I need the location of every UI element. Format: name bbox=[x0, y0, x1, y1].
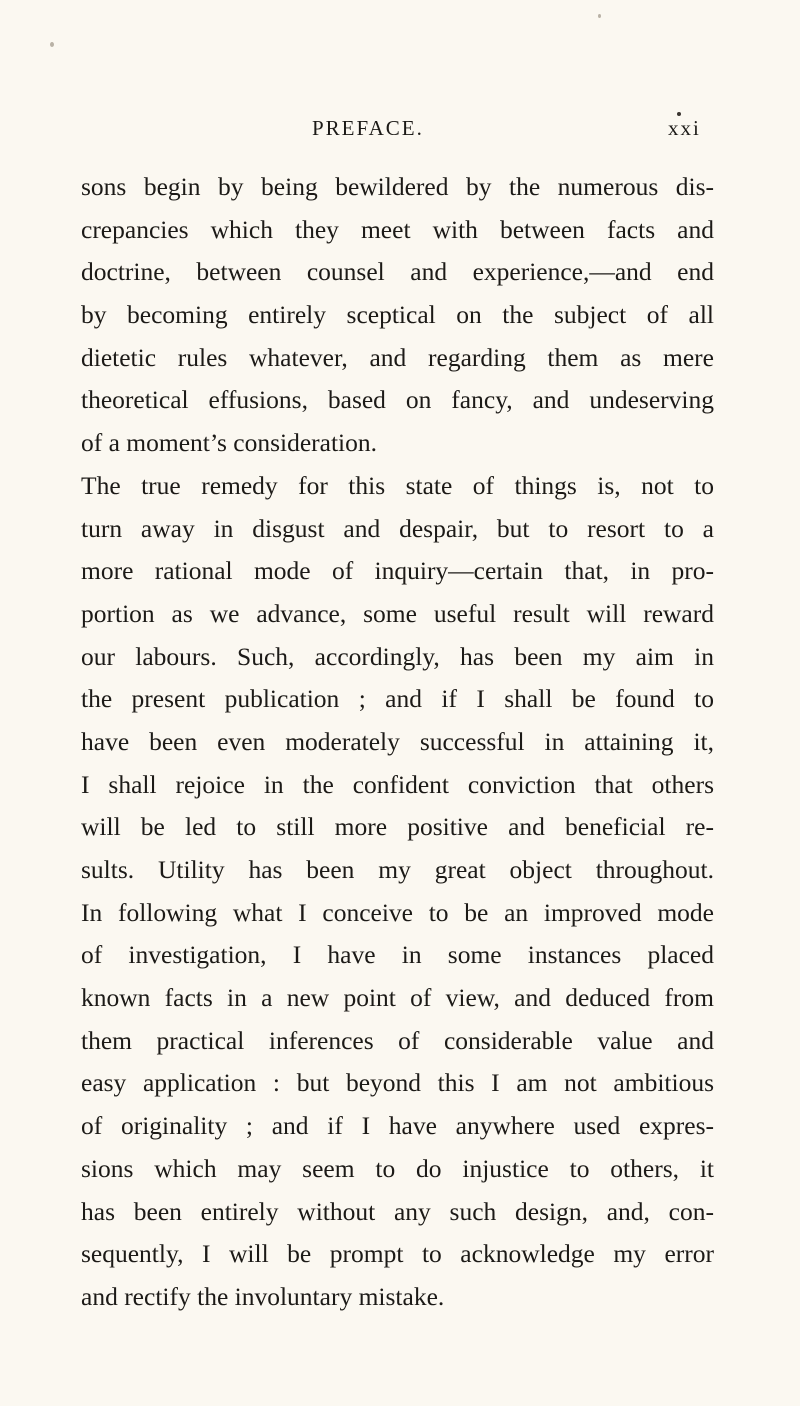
running-title: PREFACE. bbox=[312, 116, 424, 140]
text-line: known facts in a new point of view, and deduced from bbox=[81, 983, 714, 1013]
text-line: sequently, I will be prompt to acknowledge my error bbox=[81, 1239, 714, 1269]
text-line: has been entirely without any such design, and, con- bbox=[81, 1196, 714, 1226]
text-line: have been even moderately successful in attaining it, bbox=[81, 726, 714, 756]
text-line: of originality ; and if I have anywhere used expres- bbox=[81, 1111, 714, 1141]
text-line: more rational mode of inquiry—certain that, in pro- bbox=[81, 556, 714, 586]
text-line: portion as we advance, some useful result will reward bbox=[81, 598, 714, 628]
text-line: crepancies which they meet with between facts and bbox=[81, 214, 714, 244]
text-line: In following what I conceive to be an improved mode bbox=[81, 897, 714, 927]
running-head bbox=[0, 116, 800, 156]
paper-speck bbox=[598, 14, 601, 18]
text-line: theoretical effusions, based on fancy, and undeserving bbox=[81, 385, 714, 415]
page-number: xxi bbox=[668, 116, 701, 140]
text-line: of a moment’s consideration. bbox=[81, 428, 378, 458]
text-line: sions which may seem to do injustice to others, it bbox=[81, 1153, 714, 1183]
text-line: sons begin by being bewildered by the numerous dis- bbox=[81, 172, 714, 201]
text-line: turn away in disgust and despair, but to resort to a bbox=[81, 513, 714, 543]
text-line: dietetic rules whatever, and regarding them as mere bbox=[81, 342, 714, 372]
text-line: sults. Utility has been my great object throughout. bbox=[81, 855, 714, 884]
text-line: our labours. Such, accordingly, has been my aim in bbox=[81, 641, 714, 671]
text-line: easy application : but beyond this I am not ambitious bbox=[81, 1068, 714, 1098]
text-line: I shall rejoice in the confident conviction that others bbox=[81, 769, 714, 799]
paper-speck bbox=[50, 42, 54, 47]
text-line: and rectify the involuntary mistake. bbox=[81, 1281, 445, 1311]
text-line: by becoming entirely sceptical on the subject of all bbox=[81, 300, 714, 330]
body-text bbox=[81, 166, 714, 1319]
text-line: the present publication ; and if I shall be found to bbox=[81, 684, 714, 714]
text-line: of investigation, I have in some instances placed bbox=[81, 940, 714, 970]
text-line: them practical inferences of considerable value and bbox=[81, 1025, 714, 1055]
text-line: doctrine, between counsel and experience,—and end bbox=[81, 257, 714, 287]
text-line: The true remedy for this state of things is, not to bbox=[81, 470, 714, 500]
text-line: will be led to still more positive and beneficial re- bbox=[81, 812, 714, 842]
